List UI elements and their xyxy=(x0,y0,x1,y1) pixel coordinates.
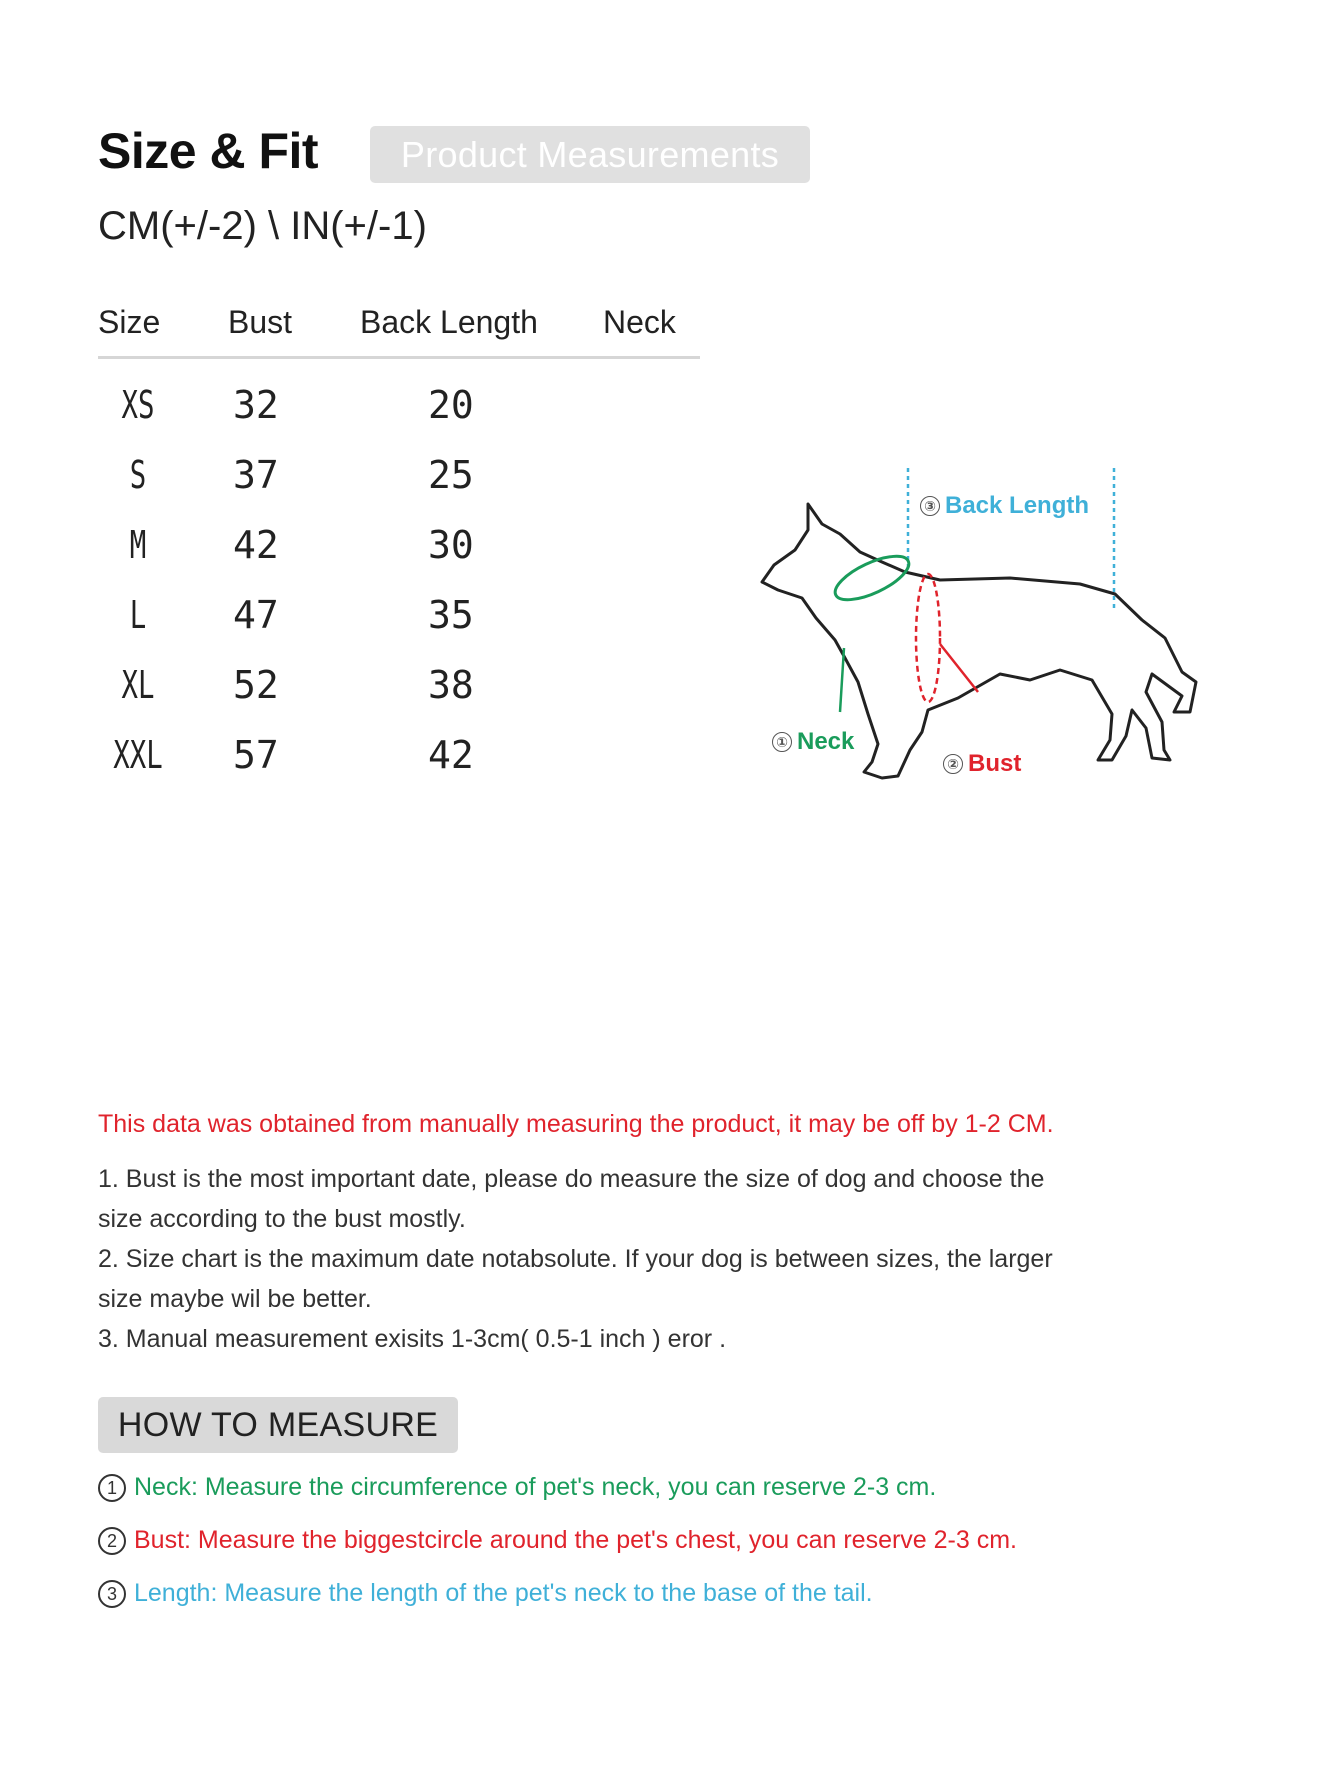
step-neck xyxy=(98,1473,936,1502)
bust-number-icon: ② xyxy=(943,754,963,774)
bust-cell: 57 xyxy=(233,733,279,777)
bust-label: Bust xyxy=(968,750,1022,777)
note-line-2b: size maybe wil be better. xyxy=(98,1285,372,1313)
step-number-icon: 2 xyxy=(98,1527,126,1555)
bust-measure-ring xyxy=(916,574,940,702)
note-line-1b: size according to the bust mostly. xyxy=(98,1205,466,1233)
bust-cell: 52 xyxy=(233,663,279,707)
step-number-icon: 3 xyxy=(98,1580,126,1608)
table-row xyxy=(98,721,700,791)
step-text: Length: Measure the length of the pet's neck to the base of the tail. xyxy=(134,1579,873,1607)
size-cell: XS xyxy=(121,383,155,427)
back-length-cell: 20 xyxy=(428,383,474,427)
bust-label-wrap xyxy=(943,750,1021,778)
measurement-warning: This data was obtained from manually measuring the product, it may be off by 1-2 CM. xyxy=(98,1110,1054,1138)
bust-cell: 42 xyxy=(233,523,279,567)
step-length xyxy=(98,1579,873,1608)
table-row xyxy=(98,581,700,651)
size-table xyxy=(98,300,700,791)
back-length-cell: 38 xyxy=(428,663,474,707)
column-header-bust: Bust xyxy=(228,304,293,340)
column-header-neck: Neck xyxy=(603,304,676,340)
back-length-cell: 25 xyxy=(428,453,474,497)
neck-number-icon: ① xyxy=(772,732,792,752)
back-length-cell: 30 xyxy=(428,523,474,567)
step-bust xyxy=(98,1526,1017,1555)
step-number-icon: 1 xyxy=(98,1474,126,1502)
note-line-1a: 1. Bust is the most important date, please do measure the size of dog and choose the xyxy=(98,1165,1045,1193)
table-row xyxy=(98,651,700,721)
column-header-back-length: Back Length xyxy=(360,304,538,340)
neck-label: Neck xyxy=(797,728,855,755)
table-row xyxy=(98,511,700,581)
back-length-number-icon: ③ xyxy=(920,496,940,516)
neck-pointer-line xyxy=(840,648,844,712)
bust-cell: 37 xyxy=(233,453,279,497)
size-cell: XL xyxy=(121,663,155,707)
note-line-3: 3. Manual measurement exisits 1-3cm( 0.5-1 inch ) eror . xyxy=(98,1325,727,1353)
dog-measurement-diagram xyxy=(750,460,1210,820)
back-length-label-wrap xyxy=(920,492,1089,520)
size-cell: S xyxy=(129,453,147,497)
page-title: Size & Fit xyxy=(98,123,319,179)
table-header xyxy=(98,300,700,359)
size-cell: M xyxy=(129,523,147,567)
note-line-2a: 2. Size chart is the maximum date notabsolute. If your dog is between sizes, the larger xyxy=(98,1245,1053,1273)
table-row xyxy=(98,371,700,441)
back-length-cell: 35 xyxy=(428,593,474,637)
neck-label-wrap xyxy=(772,728,854,756)
bust-cell: 32 xyxy=(233,383,279,427)
how-to-measure-heading: HOW TO MEASURE xyxy=(98,1397,458,1453)
size-cell: L xyxy=(129,593,147,637)
back-length-cell: 42 xyxy=(428,733,474,777)
step-text: Neck: Measure the circumference of pet's neck, you can reserve 2-3 cm. xyxy=(134,1473,937,1501)
size-cell: XXL xyxy=(113,733,163,777)
column-header-size: Size xyxy=(98,304,161,340)
product-measurements-badge: Product Measurements xyxy=(370,126,810,183)
units-note: CM(+/-2) \ IN(+/-1) xyxy=(98,204,427,248)
back-length-label: Back Length xyxy=(945,492,1090,519)
table-row xyxy=(98,441,700,511)
bust-cell: 47 xyxy=(233,593,279,637)
step-text: Bust: Measure the biggestcircle around the pet's chest, you can reserve 2-3 cm. xyxy=(134,1526,1017,1554)
bust-pointer-line xyxy=(940,644,978,692)
